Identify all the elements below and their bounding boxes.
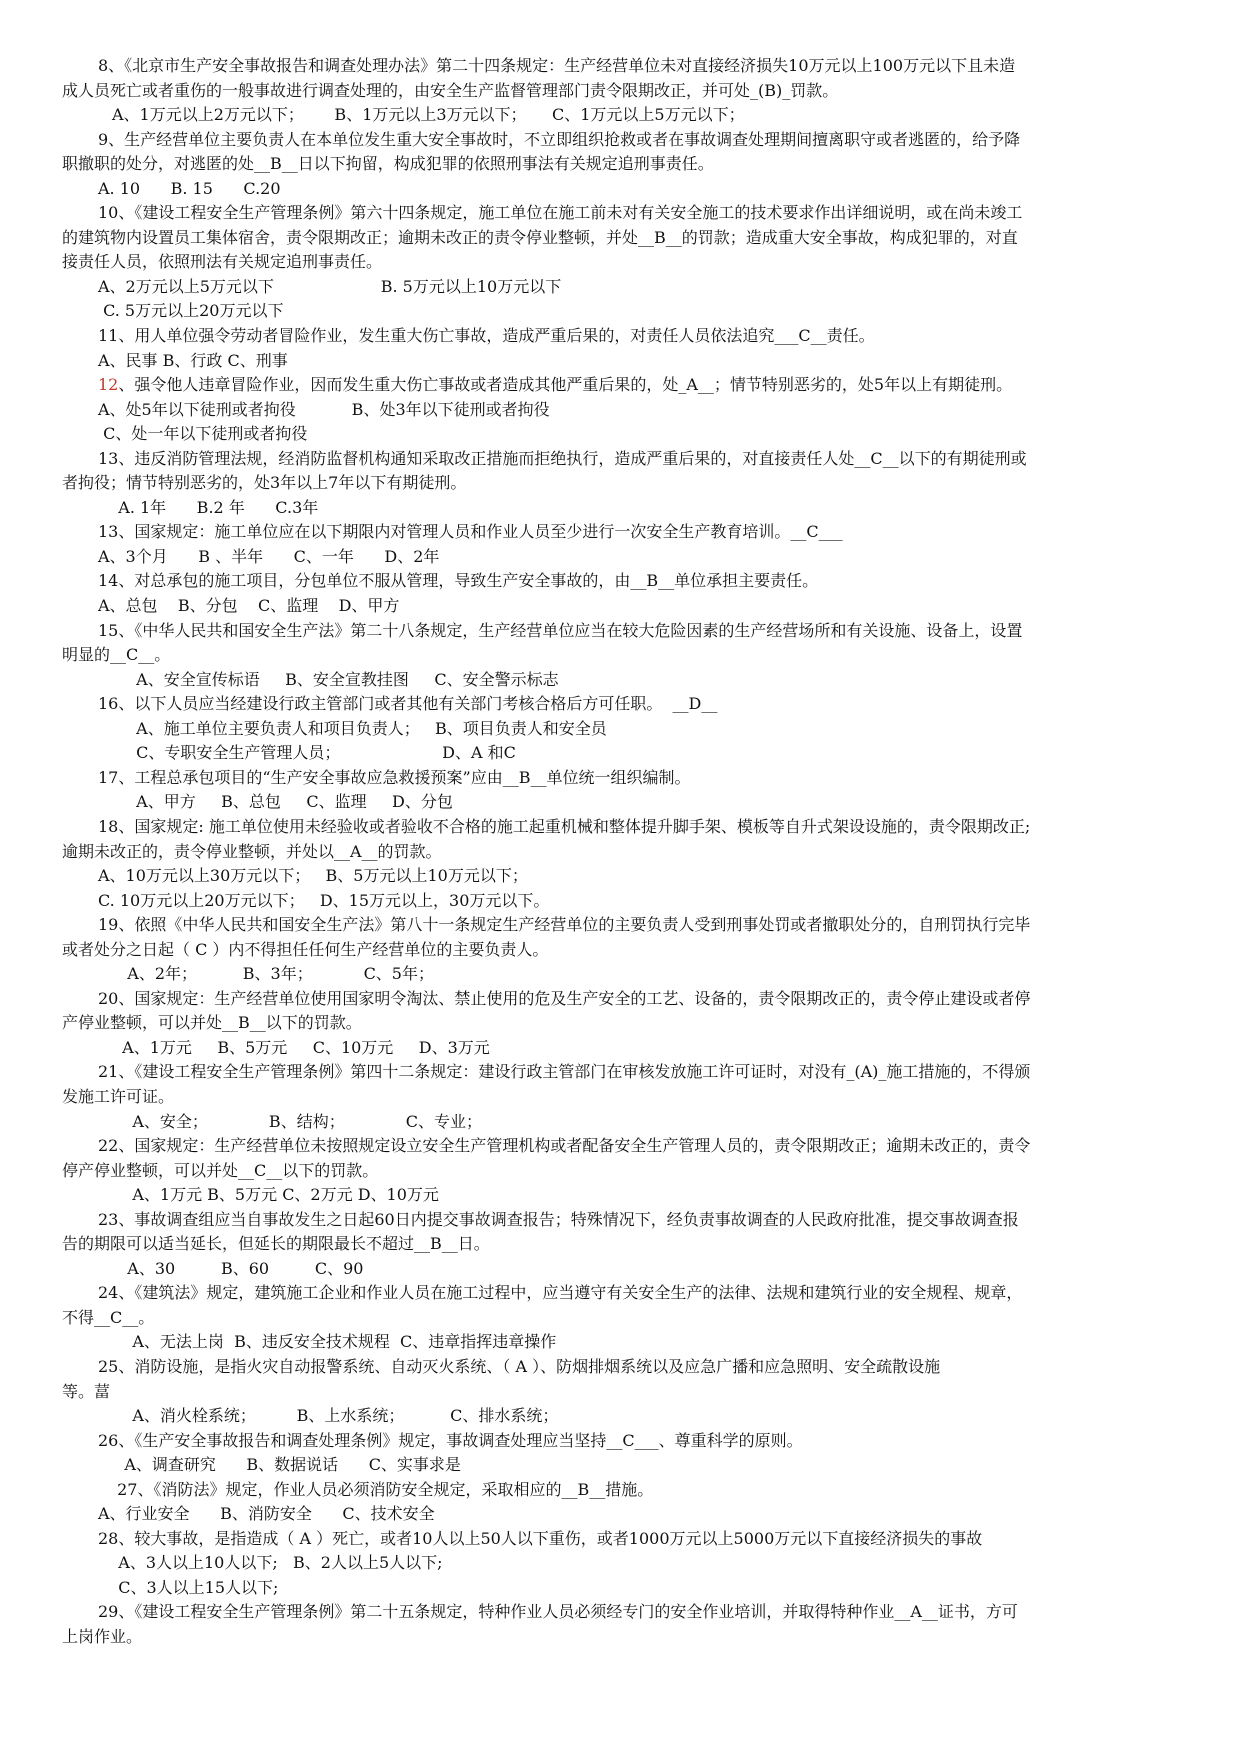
line-text: 19、依照《中华人民共和国安全生产法》第八十一条规定生产经营单位的主要负责人受到刑事处罚或者撤职处分的，自刑罚执行完毕 — [98, 915, 1031, 935]
text-line — [62, 1011, 1192, 1036]
line-text: C. 10万元以上20万元以下； D、15万元以上，30万元以下。 — [98, 890, 550, 910]
text-line — [62, 177, 1192, 202]
line-text: 23、事故调查组应当自事故发生之日起60日内提交事故调查报告；特殊情况下，经负责事故调查的人民政府批准，提交事故调查报 — [98, 1209, 1019, 1229]
line-text: 的建筑物内设置员工集体宿舍，责令限期改正；逾期未改正的责令停业整顿，并处__B__的罚款；造成重大安全事故，构成犯罪的，对直 — [62, 227, 1018, 247]
text-line — [62, 299, 1192, 324]
text-line — [62, 447, 1192, 472]
text-line — [62, 1306, 1192, 1331]
text-line — [62, 1625, 1192, 1650]
line-text: 成人员死亡或者重伤的一般事故进行调查处理的，由安全生产监督管理部门责令限期改正，并可处_(B)_罚款。 — [62, 80, 839, 100]
line-text: A、30 B、60 C、90 — [112, 1258, 364, 1278]
text-line — [62, 520, 1192, 545]
line-text: 发施工许可证。 — [62, 1086, 175, 1106]
line-text: 不得__C__。 — [62, 1307, 155, 1327]
line-text: 8、《北京市生产安全事故报告和调查处理办法》第二十四条规定：生产经营单位未对直接经济损失10万元以上100万元以下且未造 — [98, 56, 1016, 75]
text-line — [62, 815, 1192, 840]
text-line — [62, 1110, 1192, 1135]
text-line — [62, 422, 1192, 447]
text-line — [62, 1134, 1192, 1159]
text-line — [62, 643, 1192, 668]
line-text: A、1万元以上2万元以下； B、1万元以上3万元以下； C、1万元以上5万元以下； — [112, 105, 745, 125]
text-line — [62, 545, 1192, 570]
line-text: 告的期限可以适当延长，但延长的期限最长不超过__B__日。 — [62, 1234, 490, 1254]
line-text: 16、以下人员应当经建设行政主管部门或者其他有关部门考核合格后方可任职。 __D__ — [98, 694, 718, 714]
text-line — [62, 275, 1192, 300]
line-text: 26、《生产安全事故报告和调查处理条例》规定，事故调查处理应当坚持__C___、尊重科学的原则。 — [98, 1430, 803, 1450]
line-text: 28、较大事故，是指造成（ A ）死亡，或者10人以上50人以下重伤，或者1000万元以上5000万元以下直接经济损失的事故 — [98, 1528, 983, 1548]
line-text: A、安全宣传标语 B、安全宣教挂图 C、安全警示标志 — [126, 669, 559, 689]
text-line — [62, 1380, 1192, 1405]
text-line — [62, 128, 1192, 153]
text-line — [62, 913, 1192, 938]
line-text: C. 5万元以上20万元以下 — [98, 301, 284, 321]
text-line — [62, 1527, 1192, 1552]
text-line — [62, 1478, 1192, 1503]
line-text: 13、违反消防管理法规，经消防监督机构通知采取改正措施而拒绝执行，造成严重后果的，对直接责任人处__C__以下的有期徒刑或 — [98, 448, 1027, 468]
text-line — [62, 1281, 1192, 1306]
question-number: 12 — [98, 375, 119, 395]
text-line — [62, 717, 1192, 742]
text-line — [62, 250, 1192, 275]
text-line — [62, 1085, 1192, 1110]
text-line — [62, 692, 1192, 717]
text-line — [62, 594, 1192, 619]
text-line — [62, 1429, 1192, 1454]
text-line — [62, 1257, 1192, 1282]
text-line — [62, 201, 1192, 226]
line-text: 13、国家规定：施工单位应在以下期限内对管理人员和作业人员至少进行一次安全生产教育培训。__C___ — [98, 522, 843, 542]
line-text: 22、国家规定：生产经营单位未按照规定设立安全生产管理机构或者配备安全生产管理人员的，责令限期改正；逾期未改正的，责令 — [98, 1136, 1031, 1156]
document-page — [62, 54, 1192, 1650]
text-line — [62, 79, 1192, 104]
line-text: 21、《建设工程安全生产管理条例》第四十二条规定：建设行政主管部门在审核发放施工许可证时，对没有_(A)_施工措施的，不得颁 — [98, 1062, 1031, 1082]
text-line — [62, 1208, 1192, 1233]
text-line — [62, 103, 1192, 128]
text-line — [62, 864, 1192, 889]
text-line — [62, 54, 1192, 79]
line-text: 或者处分之日起（ C ）内不得担任任何生产经营单位的主要负责人。 — [62, 939, 549, 959]
line-text: A、10万元以上30万元以下； B、5万元以上10万元以下； — [98, 866, 528, 886]
text-line — [62, 152, 1192, 177]
text-line — [62, 889, 1192, 914]
text-line — [62, 373, 1192, 398]
line-text: A、消火栓系统； B、上水系统； C、排水系统； — [112, 1406, 559, 1426]
line-text: A、3人以上10人以下; B、2人以上5人以下; — [103, 1553, 443, 1573]
line-text: 14、对总承包的施工项目，分包单位不服从管理，导致生产安全事故的，由__B__单位承担主要责任。 — [98, 571, 819, 591]
text-line — [62, 741, 1192, 766]
line-text: 、强令他人违章冒险作业，因而发生重大伤亡事故或者造成其他严重后果的，处_A__；情节特别恶劣的，处5年以上有期徒刑。 — [118, 375, 1013, 395]
line-text: 17、工程总承包项目的“生产安全事故应急救援预案”应由__B__单位统一组织编制。 — [98, 767, 691, 787]
text-line — [62, 1404, 1192, 1429]
text-line — [62, 1453, 1192, 1478]
line-text: A、调查研究 B、数据说话 C、实事求是 — [104, 1455, 461, 1475]
line-text: 10、《建设工程安全生产管理条例》第六十四条规定，施工单位在施工前未对有关安全施工的技术要求作出详细说明，或在尚未竣工 — [98, 203, 1023, 223]
text-line — [62, 398, 1192, 423]
text-line — [62, 1036, 1192, 1061]
line-text: A、甲方 B、总包 C、监理 D、分包 — [126, 792, 453, 812]
text-line — [62, 1183, 1192, 1208]
line-text: C、专职安全生产管理人员； D、A 和C — [126, 743, 516, 763]
line-text: 18、国家规定: 施工单位使用未经验收或者验收不合格的施工起重机械和整体提升脚手架、模板等自升式架设设施的，责令限期改正; — [98, 816, 1031, 836]
line-text: A、处5年以下徒刑或者拘役 B、处3年以下徒刑或者拘役 — [98, 399, 550, 419]
line-text: 29、《建设工程安全生产管理条例》第二十五条规定，特种作业人员必须经专门的安全作业培训，并取得特种作业__A__证书，方可 — [98, 1602, 1018, 1622]
text-line — [62, 790, 1192, 815]
text-line — [62, 1330, 1192, 1355]
line-text: A、3个月 B 、半年 C、一年 D、2年 — [98, 546, 440, 566]
line-text: 25、消防设施，是指火灾自动报警系统、自动灭火系统、（ A ）、防烟排烟系统以及应急广播和应急照明、安全疏散设施 — [98, 1356, 941, 1376]
line-text: 等。葍 — [62, 1381, 111, 1401]
text-line — [62, 668, 1192, 693]
line-text: A、无法上岗 B、违反安全技术规程 C、违章指挥违章操作 — [112, 1332, 557, 1352]
text-line — [62, 766, 1192, 791]
line-text: 停产停业整顿，可以并处__C__以下的罚款。 — [62, 1160, 379, 1180]
line-text: 11、用人单位强令劳动者冒险作业，发生重大伤亡事故，造成严重后果的，对责任人员依法追究___C__责任。 — [98, 326, 875, 346]
line-text: A、2万元以上5万元以下 B. 5万元以上10万元以下 — [98, 276, 562, 296]
line-text: A. 1年 B.2 年 C.3年 — [103, 497, 319, 517]
line-text: C、处一年以下徒刑或者拘役 — [98, 424, 308, 444]
text-line — [62, 1551, 1192, 1576]
line-text: 24、《建筑法》规定，建筑施工企业和作业人员在施工过程中，应当遵守有关安全生产的法律、法规和建筑行业的安全规程、规章， — [98, 1283, 1023, 1303]
text-line — [62, 1060, 1192, 1085]
line-text: A、总包 B、分包 C、监理 D、甲方 — [98, 596, 400, 616]
line-text: 职撤职的处分，对逃匿的处__B__日以下拘留，构成犯罪的依照刑事法有关规定追刑事责任。 — [62, 154, 714, 174]
text-line — [62, 349, 1192, 374]
line-text: 15、《中华人民共和国安全生产法》第二十八条规定，生产经营单位应当在较大危险因素的生产经营场所和有关设施、设备上，设置 — [98, 620, 1023, 640]
text-line — [62, 1600, 1192, 1625]
line-text: 上岗作业。 — [62, 1627, 143, 1646]
line-text: A、行业安全 B、消防安全 C、技术安全 — [98, 1504, 435, 1524]
text-line — [62, 1355, 1192, 1380]
line-text: 接责任人员，依照刑法有关规定追刑事责任。 — [62, 252, 383, 272]
line-text: 者拘役；情节特别恶劣的，处3年以上7年以下有期徒刑。 — [62, 473, 467, 493]
text-line — [62, 1159, 1192, 1184]
line-text: 20、国家规定：生产经营单位使用国家明令淘汰、禁止使用的危及生产安全的工艺、设备的，责令限期改正的，责令停止建设或者停 — [98, 988, 1031, 1008]
line-text: 逾期未改正的，责令停业整顿，并处以__A__的罚款。 — [62, 841, 442, 861]
line-text: A、安全； B、结构； C、专业； — [112, 1111, 482, 1131]
line-text: C、3人以上15人以下; — [103, 1577, 279, 1597]
text-line — [62, 962, 1192, 987]
line-text: 9、生产经营单位主要负责人在本单位发生重大安全事故时，不立即组织抢救或者在事故调查处理期间擅离职守或者逃匿的，给予降 — [98, 129, 1021, 149]
text-line — [62, 496, 1192, 521]
text-line — [62, 1502, 1192, 1527]
text-line — [62, 1576, 1192, 1601]
text-line — [62, 938, 1192, 963]
line-text: 产停业整顿，可以并处__B__以下的罚款。 — [62, 1013, 362, 1033]
line-text: A、1万元 B、5万元 C、2万元 D、10万元 — [112, 1185, 439, 1205]
line-text: 明显的__C__。 — [62, 645, 171, 665]
text-line — [62, 1232, 1192, 1257]
text-line — [62, 987, 1192, 1012]
line-text: 27、《消防法》规定，作业人员必须消防安全规定，采取相应的__B__措施。 — [112, 1479, 654, 1499]
line-text: A、民事 B、行政 C、刑事 — [98, 350, 288, 370]
text-line — [62, 226, 1192, 251]
line-text: A、1万元 B、5万元 C、10万元 D、3万元 — [112, 1037, 490, 1057]
text-line — [62, 324, 1192, 349]
line-text: A、施工单位主要负责人和项目负责人； B、项目负责人和安全员 — [126, 718, 607, 738]
text-line — [62, 840, 1192, 865]
line-text: A. 10 B. 15 C.20 — [98, 178, 281, 198]
text-line — [62, 471, 1192, 496]
text-line — [62, 619, 1192, 644]
text-line — [62, 569, 1192, 594]
line-text: A、2年； B、3年； C、5年； — [112, 964, 434, 984]
